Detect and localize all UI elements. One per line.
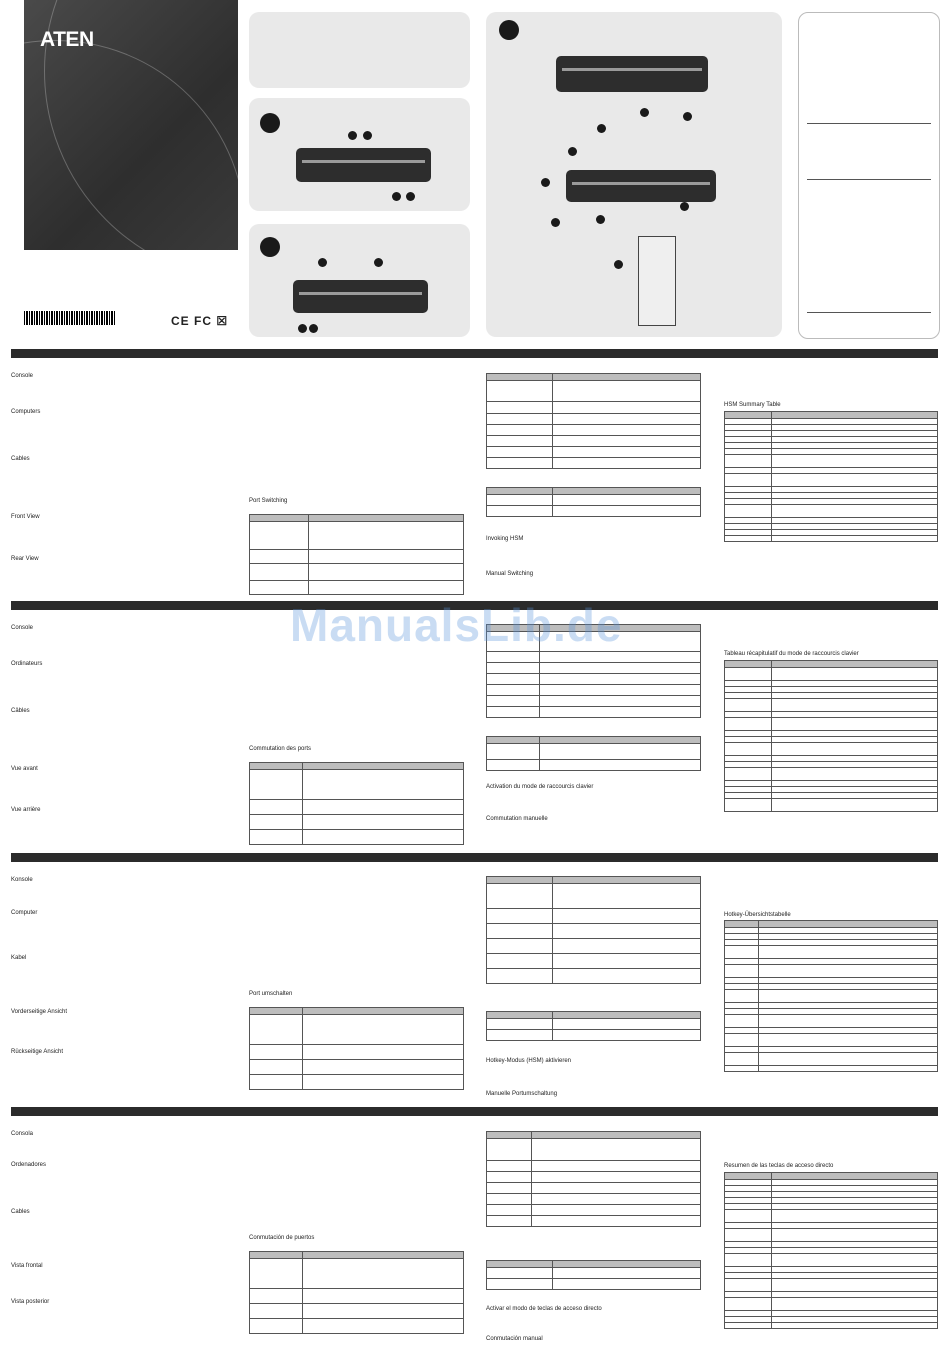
- barcode: [24, 311, 116, 325]
- label-cables: Cables: [11, 1209, 30, 1215]
- callout-dot: [309, 324, 318, 333]
- label-cables: Cables: [11, 456, 30, 462]
- label-cables: Kabel: [11, 955, 27, 961]
- label-computers: Ordenadores: [11, 1162, 47, 1168]
- callout-dot: [680, 202, 689, 211]
- rear-view-panel: [249, 224, 470, 337]
- table: [724, 920, 938, 1072]
- label-front-view: Front View: [11, 514, 40, 520]
- callout-dot: [551, 218, 560, 227]
- callout-dot: [348, 131, 357, 140]
- table: [249, 1251, 464, 1334]
- label-front-view: Vue avant: [11, 766, 38, 772]
- label-cables: Câbles: [11, 708, 30, 714]
- callout-dot: [318, 258, 327, 267]
- section-header-bar: [11, 1107, 938, 1116]
- section-header-bar: [11, 853, 938, 862]
- kvm-front-device: [296, 148, 431, 182]
- heading-manual: Conmutación manual: [486, 1336, 543, 1342]
- heading-port-switching: Port umschalten: [249, 991, 293, 997]
- divider: [807, 312, 931, 313]
- label-front-view: Vista frontal: [11, 1263, 43, 1269]
- heading-invoking: Activation du mode de raccourcis clavier: [486, 784, 594, 790]
- callout-dot: [568, 147, 577, 156]
- callout-dot: [614, 260, 623, 269]
- installation-panel: [486, 12, 782, 337]
- heading-manual: Manuelle Portumschaltung: [486, 1091, 558, 1097]
- table: [486, 487, 701, 517]
- heading-summary: Hotkey-Übersichtstabelle: [724, 912, 791, 918]
- label-console: Console: [11, 625, 34, 631]
- heading-manual: Manual Switching: [486, 571, 534, 577]
- aten-logo: ATEN: [40, 28, 94, 51]
- callout-dot: [392, 192, 401, 201]
- table: [724, 660, 938, 812]
- label-console: Konsole: [11, 877, 33, 883]
- callout-dot: [541, 178, 550, 187]
- table: [486, 876, 701, 984]
- label-rear-view: Rückseitige Ansicht: [11, 1049, 64, 1055]
- callout-dot: [683, 112, 692, 121]
- divider: [807, 123, 931, 124]
- label-console: Consola: [11, 1131, 34, 1137]
- heading-port-switching: Commutation des ports: [249, 746, 312, 752]
- heading-port-switching: Port Switching: [249, 498, 288, 504]
- step-badge-icon: [260, 237, 280, 257]
- callout-dot: [640, 108, 649, 117]
- label-front-view: Vorderseitige Ansicht: [11, 1009, 68, 1015]
- kvm-front-device: [556, 56, 708, 92]
- heading-invoking: Invoking HSM: [486, 536, 524, 542]
- label-rear-view: Rear View: [11, 556, 39, 562]
- table: [486, 1011, 701, 1041]
- label-console: Console: [11, 373, 34, 379]
- label-rear-view: Vista posterior: [11, 1299, 50, 1305]
- front-view-panel: [249, 98, 470, 211]
- table: [724, 1172, 938, 1329]
- section-header-bar: [11, 349, 938, 358]
- qr-code-icon: [879, 132, 919, 172]
- callout-dot: [374, 258, 383, 267]
- watermark: ManualsLib.de: [290, 599, 623, 651]
- label-computers: Computers: [11, 409, 41, 415]
- computer-tower-icon: [638, 236, 676, 326]
- label-computers: Computer: [11, 910, 38, 916]
- heading-summary: Tableau récapitulatif du mode de raccourcis clavier: [724, 651, 859, 657]
- blank-panel: [249, 12, 470, 88]
- table: [486, 1260, 701, 1290]
- compliance-marks: CE FC ☒: [171, 314, 229, 328]
- divider: [807, 179, 931, 180]
- label-rear-view: Vue arrière: [11, 807, 41, 813]
- table: [486, 373, 701, 469]
- heading-summary: Resumen de las teclas de acceso directo: [724, 1163, 834, 1169]
- callout-dot: [597, 124, 606, 133]
- kvm-rear-device: [293, 280, 428, 313]
- heading-port-switching: Conmutación de puertos: [249, 1235, 315, 1241]
- table: [486, 1131, 701, 1227]
- label-computers: Ordinateurs: [11, 661, 43, 667]
- table: [249, 1007, 464, 1090]
- table: [249, 762, 464, 845]
- heading-manual: Commutation manuelle: [486, 816, 548, 822]
- callout-dot: [596, 215, 605, 224]
- heading-summary: HSM Summary Table: [724, 402, 781, 408]
- step-badge-icon: [499, 20, 519, 40]
- support-panel: [798, 12, 940, 339]
- step-badge-icon: [260, 113, 280, 133]
- heading-invoking: Hotkey-Modus (HSM) aktivieren: [486, 1058, 572, 1064]
- table: [486, 736, 701, 771]
- kvm-rear-device: [566, 170, 716, 202]
- heading-invoking: Activar el modo de teclas de acceso directo: [486, 1306, 602, 1312]
- callout-dot: [363, 131, 372, 140]
- callout-dot: [298, 324, 307, 333]
- table: [724, 411, 938, 542]
- callout-dot: [406, 192, 415, 201]
- table: [249, 514, 464, 595]
